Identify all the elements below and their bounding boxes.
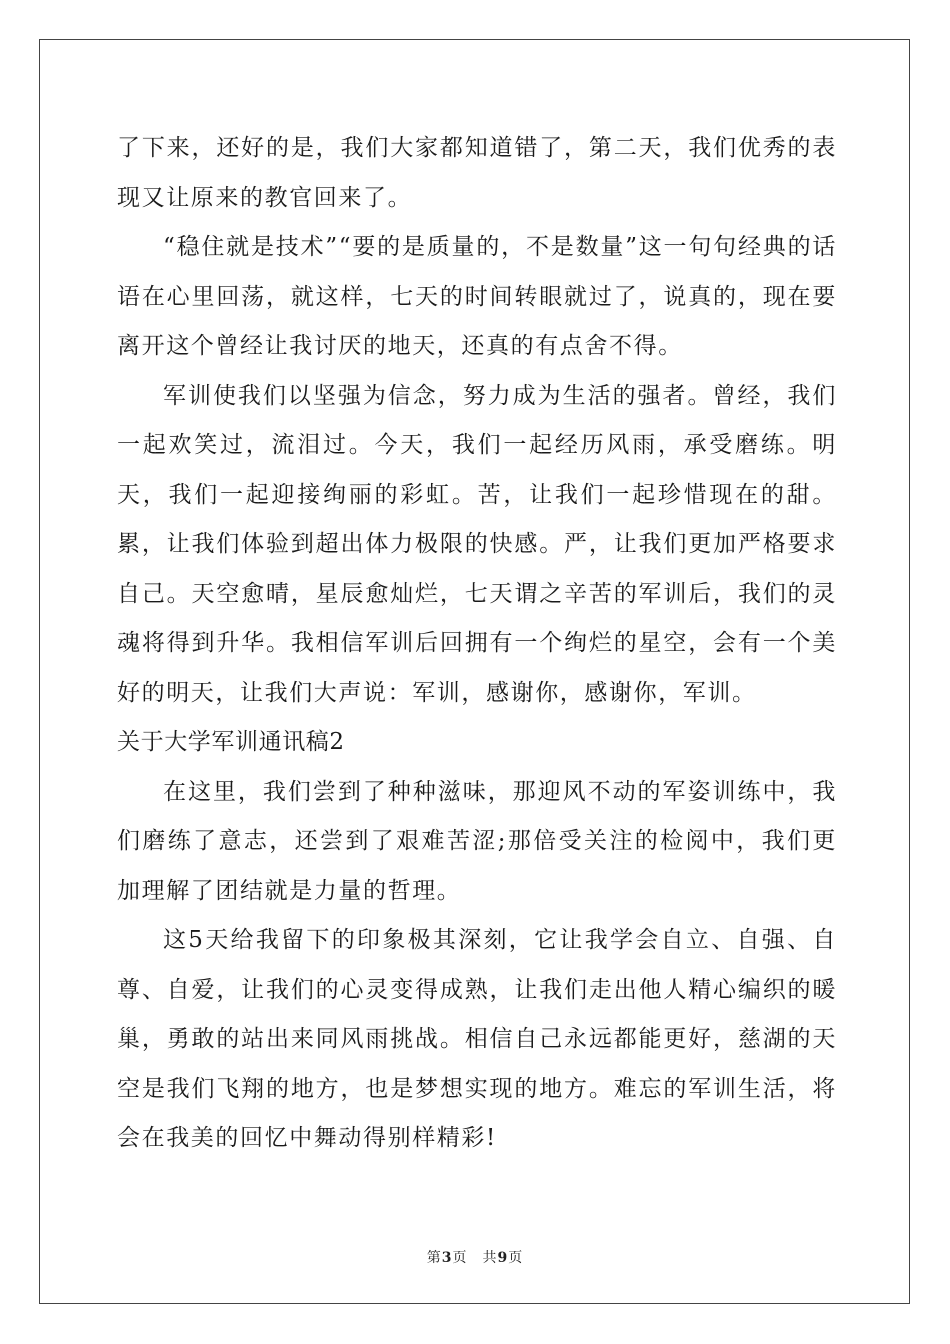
page-footer [0,1247,950,1267]
section-heading: 关于大学军训通讯稿2 [117,729,345,755]
paragraph-3: 军训使我们以坚强为信念，努力成为生活的强者。曾经，我们一起欢笑过，流泪过。今天，我们一起经历风雨，承受磨练。明天，我们一起迎接绚丽的彩虹。苦，让我们一起珍惜现在的甜。累，让我们体验到超出体力极限的快感。严，让我们更加严格要求自己。天空愈晴，星辰愈灿烂，七天谓之辛苦的军训后，我们的灵魂将得到升华。我相信军训后回拥有一个绚烂的星空，会有一个美好的明天，让我们大声说：军训，感谢你，感谢你，军训。 [117,382,837,706]
footer-suffix: 页 [508,1250,524,1266]
paragraph-5: 这5天给我留下的印象极其深刻，它让我学会自立、自强、自尊、自爱，让我们的心灵变得成熟，让我们走出他人精心编织的暖巢，勇敢的站出来同风雨挑战。相信自己永远都能更好，慈湖的天空是我们飞翔的地方，也是梦想实现的地方。难忘的军训生活，将会在我美的回忆中舞动得别样精彩! [117,927,837,1151]
document-body [117,124,837,1164]
footer-mid: 页 共 [452,1250,498,1266]
paragraph-2: “稳住就是技术”“要的是质量的，不是数量”这一句句经典的话语在心里回荡，就这样，七天的时间转眼就过了，说真的，现在要离开这个曾经让我讨厌的地天，还真的有点舍不得。 [117,234,837,359]
footer-total-pages: 9 [497,1250,509,1266]
footer-current-page: 3 [441,1250,453,1266]
paragraph-1: 了下来，还好的是，我们大家都知道错了，第二天，我们优秀的表现又让原来的教官回来了。 [117,135,837,211]
footer-prefix: 第 [426,1250,442,1266]
paragraph-4: 在这里，我们尝到了种种滋味，那迎风不动的军姿训练中，我们磨练了意志，还尝到了艰难苦涩;那倍受关注的检阅中，我们更加理解了团结就是力量的哲理。 [117,778,837,904]
